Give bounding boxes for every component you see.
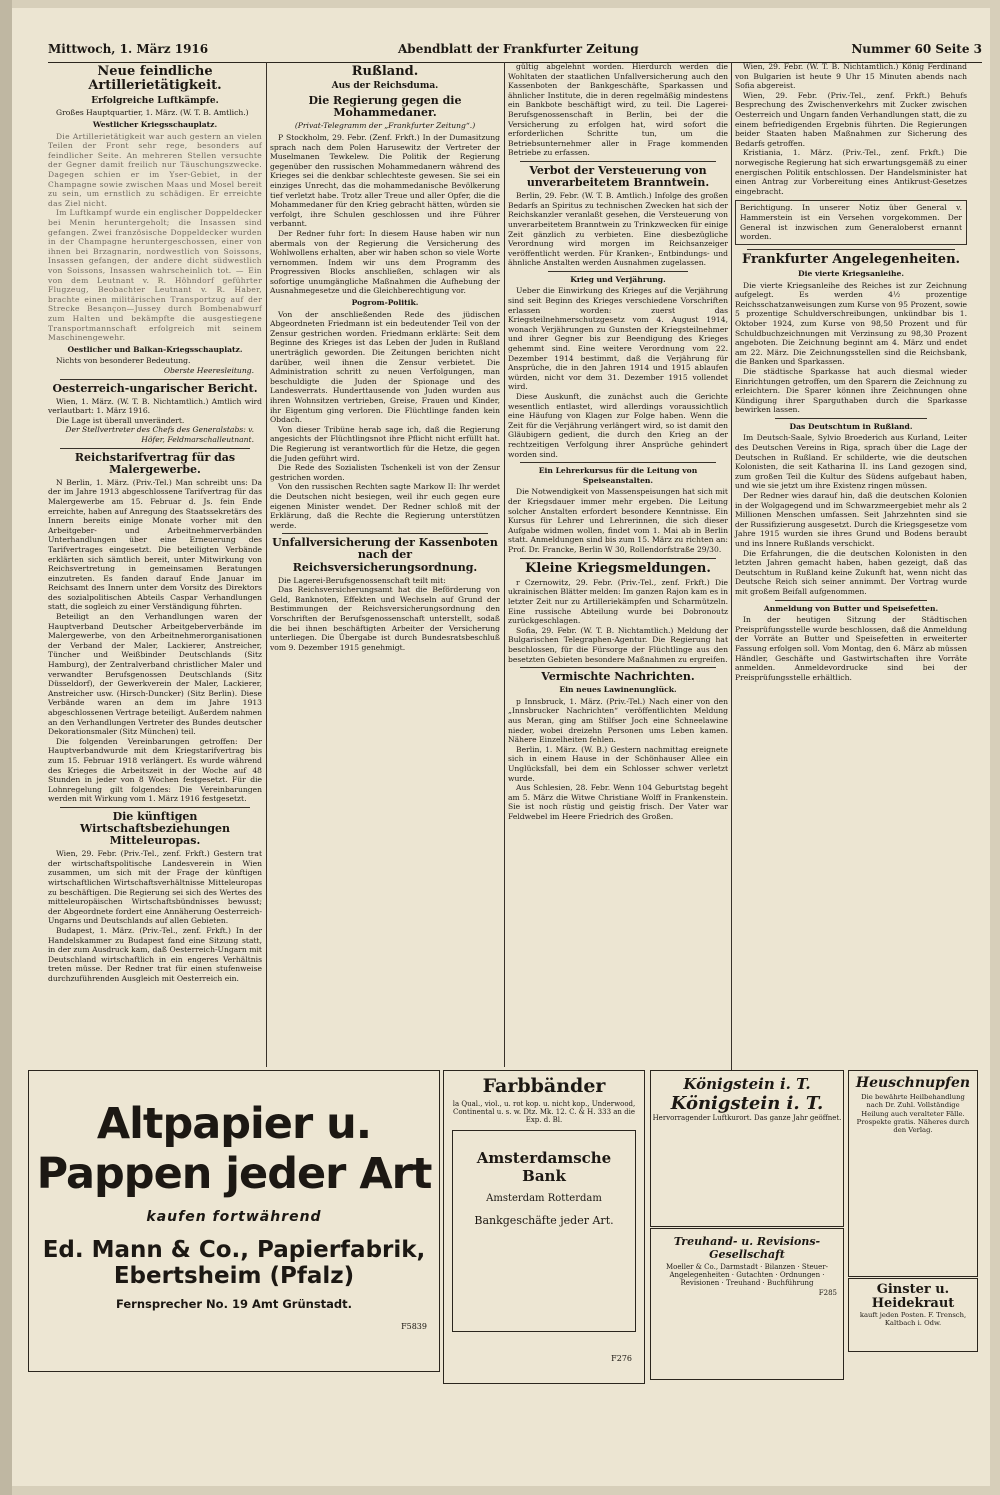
ad-bank-name: Amsterdamsche Bank xyxy=(476,1149,612,1185)
article-paragraph: Sofia, 29. Febr. (W. T. B. Nichtamtlich.) Meldung der Bulgarischen Telegraphen-Agentur. Die Regierung hat beschlossen, für die Fürsorge der Flüchtlinge aus den besetzten Gebieten besondere Maßnahmen zu ergreifen. xyxy=(508,625,728,664)
ad-phone: Fernsprecher No. 19 Amt Grünstadt. xyxy=(115,1297,353,1311)
issue-date: Mittwoch, 1. März 1916 xyxy=(48,42,209,56)
article-paragraph: P Stockholm, 29. Febr. (Zenf. Frkft.) In der Dumasitzung sprach nach dem Polen Harusewitz der Vertreter der Muselmanen Tewkelew. Die Politik der Regierung gegenüber den russischen Mohammedanern während des Krieges sei die denkbar schlechteste gewesen. Sie sei ein einziges Unrecht, das die mohammedanische Bevölkerung tief verletzt habe. Trotz aller Treue und aller Opfer, die die Mohammedaner für den Krieg gebracht hätten, würden sie verfolgt, ihre Schulen geschlossen und ihre Führer verbannt. xyxy=(270,132,500,229)
article-paragraph: Die vierte Kriegsanleihe des Reiches ist zur Zeichnung aufgelegt. Es werden 4½ prozentige Reichsschatzanweisungen zum Kurse von 95 Prozent, sowie 5 prozentige Schuldverschreibungen, unkündbar bis 1. Oktober 1924, zum Kurse von 98,50 Prozent und für Schuldbuchzeichnungen mit Verzinsung zu 98,30 Prozent angeboten. Die Zeichnung beginnt am 4. März und endet am 22. März. Die Zeichnungsstellen sind die Reichsbank, die Banken und Sparkassen. xyxy=(735,280,967,367)
ad-farbbaender-bank xyxy=(443,1070,645,1384)
ad-text: Die bewährte Heilbehandlung nach Dr. Zuhl. Vollständige Heilung auch veralteter Fälle. Prospekte gratis. Näheres durch den Verlag. xyxy=(856,1093,970,1135)
ad-subline: kaufen fortwährend xyxy=(146,1209,322,1225)
subhead-duma: Aus der Reichsduma. xyxy=(331,81,439,92)
subhead-butter: Anmeldung von Butter und Speisefetten. xyxy=(763,603,939,613)
headline-kleine-kriegsmeldungen: Kleine Kriegsmeldungen. xyxy=(525,560,711,576)
ad-headline: Königstein i. T. xyxy=(670,1093,824,1114)
article-paragraph: Die Lage ist überall unverändert. xyxy=(56,415,185,425)
article-paragraph: gültig abgelehnt worden. Hierdurch werden die Wohltaten der staatlichen Unfallversicherung auch den Kassenboten der Bankgeschäfte, Sparkassen und ähnlicher Institute, die in deren regelmäßig mindestens ein Bankbote beschäftigt wird, zu teil. Die Lagerei-Berufsgenossenschaft in Berlin, bei der die Versicherung zu erfolgen hat, wird sofort die erforderlichen Schritte tun, um die Betriebsunternehmer aller in Frage kommenden Betriebe zu erfassen. xyxy=(508,62,728,158)
paper-title: Abendblatt der Frankfurter Zeitung xyxy=(398,42,639,56)
theatre-west: Westlicher Kriegsschauplatz. xyxy=(92,120,218,130)
ad-code: F276 xyxy=(611,1354,632,1363)
ad-heuschnupfen xyxy=(848,1070,978,1277)
divider xyxy=(282,533,488,534)
column-4 xyxy=(735,62,967,1212)
ad-text: Moeller & Co., Darmstadt · Bilanzen · Steuer-Angelegenheiten · Gutachten · Ordnungen · Revisionen · Treuhand · Buchführung xyxy=(665,1263,829,1287)
article-paragraph: Wien, 29. Febr. (W. T. B. Nichtamtlich.) König Ferdinand von Bulgarien ist heute 9 Uhr 15 Minuten abends nach Sofia abgereist. xyxy=(735,62,967,91)
article-paragraph: Der Redner wies darauf hin, daß die deutschen Kolonien in der Wolgagegend und im Schwarzmeergebiet mehr als 2 Millionen Menschen umfassen. Seit Jahrzehnten sind sie der Russifizierung ausgesetzt. Durch die Kriegsgesetze vom Jahre 1915 wurden sie ihres Grund und Bodens beraubt und ins Innere Rußlands verschickt. xyxy=(735,491,968,549)
article-paragraph: Aus Schlesien, 28. Febr. Wenn 104 Geburtstag begeht am 5. März die Witwe Christiane Wolff in Frankenstein. Sie ist noch rüstig und geistig frisch. Der Vater war Feldwebel im Heere Friedrich des Großen. xyxy=(508,783,728,821)
article-paragraph: Die Erfahrungen, die die deutschen Kolonisten in den letzten Jahren gemacht haben, haben gezeigt, daß das Deutschtum in Rußland keine Zukunft hat, wenn nicht das Deutsche Reich sich seiner annimmt. Der Vortrag wurde mit großem Beifall aufgenommen. xyxy=(735,548,967,596)
article-paragraph: Wien, 29. Febr. (Priv.-Tel., zenf. Frkft.) Behufs Besprechung des Zwischenverkehrs mit Zucker zwischen Oesterreich und Ungarn fanden Verhandlungen statt, die zu einem befriedigenden Ergebnis führten. Die Regierungen beider Staaten haben Maßnahmen zur Sicherung des Bedarfs getroffen. xyxy=(735,90,967,148)
divider xyxy=(520,558,716,559)
divider xyxy=(520,667,716,668)
article-paragraph: Die Artillerietätigkeit war auch gestern an vielen Teilen der Front sehr rege, besonders auf feindlicher Seite. An mehreren Stellen versuchte der Gegner damit freilich nur Täuschungszwecke. Dagegen schien er im Yser-Gebiet, in der Champagne sowie zwischen Maas und Mosel bereit zu sein, um ernstlich zu schädigen. Er erreichte das Ziel nicht. xyxy=(48,131,262,208)
signature: Der Stellvertreter des Chefs des Generalstabs: v. Höfer, Feldmarschalleutnant. xyxy=(65,425,254,444)
column-rule xyxy=(504,62,505,1067)
headline-russia: Rußland. xyxy=(351,64,419,79)
headline-branntwein: Verbot der Versteuerung von unverarbeitetem Branntwein. xyxy=(526,163,710,190)
divider xyxy=(60,807,250,808)
article-paragraph: Nichts von besonderer Bedeutung. xyxy=(56,356,191,366)
ad-code: F5839 xyxy=(401,1322,427,1331)
headline-frankfurter: Frankfurter Angelegenheiten. xyxy=(741,251,961,267)
article-paragraph: Im Deutsch-Saale, Sylvio Broederich aus Kurland, Leiter des Deutschen Vereins in Riga, sprach über die Lage der Deutschen in Rußland. Er schilderte, wie die deutschen Kolonisten, die seit Katharina II. ins Land gezogen sind, zum großen Teil die Kultur des Südens aufgebaut haben, und wie sie jetzt um ihre Existenz ringen müssen. xyxy=(735,433,967,491)
headline-unfall: Unfallversicherung der Kassenboten nach der Reichsversicherungsordnung. xyxy=(272,536,498,574)
theatre-east: Oestlicher und Balkan-Kriegsschauplatz. xyxy=(67,344,243,354)
article-paragraph: In der heutigen Sitzung der Städtischen Preisprüfungsstelle wurde beschlossen, daß die Anmeldung der Vorräte an Butter und Speisefetten in erweiterter Fassung erfolgen soll. Vom Montag, den 6. März ab müssen Händler, Geschäfte und Gastwirtschaften ihre Vorräte anmelden. Anmeldevordrucke sind bei der Preisprüfungsstelle erhältlich. xyxy=(735,615,967,682)
ad-text: Hervorragender Luftkurort. Das ganze Jahr geöffnet. xyxy=(652,1114,842,1122)
divider xyxy=(60,379,250,380)
subhead-pogrom: Pogrom-Politik. xyxy=(351,298,419,308)
ad-headline: Treuhand- u. Revisions-Gesellschaft xyxy=(673,1235,821,1261)
article-paragraph: Die Notwendigkeit von Massenspeisungen hat sich mit der Kriegsdauer immer mehr ergeben. Die Leitung solcher Anstalten erfordert besondere Kenntnisse. Ein Kursus für Lehrer und Lehrerinnen, die sich dieser Aufgabe widmen wollen, findet vom 1. Mai ab in Berlin statt. Anmeldungen sind bis zum 15. März zu richten an: Prof. Dr. Francke, Berlin W 30, Rollendorfstraße 29/30. xyxy=(508,487,728,554)
article-paragraph: Kristiania, 1. März. (Priv.-Tel., zenf. Frkft.) Die norwegische Regierung hat sich erwartungsgemäß zu einer energischen Politik entschlossen. Der Handelsminister hat einen Antrag zur Vorbereitung eines Antikrust-Gesetzes eingebracht. xyxy=(735,148,967,196)
divider xyxy=(520,462,716,463)
divider xyxy=(775,418,927,419)
divider xyxy=(60,448,250,449)
article-paragraph: Beteiligt an den Verhandlungen waren der Hauptverband Deutscher Arbeitgeberverbände im Malergewerbe, von den Arbeitnehmerorganisationen der Verband der Maler, Lackierer, Anstreicher, Tüncher und Weißbinder Deutschlands (Sitz Hamburg), der Zentralverband christlicher Maler und verwandter Berufsgenossen Deutschlands (Sitz Düsseldorf), der Gewerkverein der Maler, Lackierer, Anstreicher usw. (Hirsch-Duncker) (Sitz Berlin). Diese Verbände waren an dem im Jahre 1913 abgeschlossenen Vertrage beteiligt. Außerdem nahmen an den Verhandlungen Vertreter des Bundes deutscher Dekorationsmaler (Sitz München) teil. xyxy=(48,612,263,737)
article-paragraph: Berlin, 1. März. (W. B.) Gestern nachmittag ereignete sich in einem Hause in der Schönhauser Allee ein Unglücksfall, bei dem ein Schlosser schwer verletzt wurde. xyxy=(508,744,728,783)
subhead-lehrerkursus: Ein Lehrerkursus für die Leitung von Speiseanstalten. xyxy=(538,466,698,485)
headline-artillery: Neue feindliche Artillerietätigkeit. xyxy=(88,64,222,94)
headline-wirtschaft: Die künftigen Wirtschaftsbeziehungen Mitteleuropas. xyxy=(79,809,231,848)
divider xyxy=(520,161,716,162)
divider xyxy=(747,249,955,250)
article-paragraph: Von den russischen Rechten sagte Markow II: Ihr werdet die Deutschen nicht besiegen, weil ihr euch gegen eure eigenen Minister wendet. Der Redner schloß mit der Erklärung, daß die Rechte die Regierung unterstützen werde. xyxy=(270,482,500,530)
article-paragraph: Der Redner fuhr fort: In diesem Hause haben wir nun abermals von der Regierung die Versicherung des Wohlwollens erhalten, aber wir haben schon so viele Worte vernommen. Indem wir uns dem Programm des Progressiven Blocks anschließen, schlagen wir als sofortige unumgängliche Maßnahmen die Aufhebung der Ausnahmegesetze und die Gleichberechtigung vor. xyxy=(270,228,500,296)
correction-note: Berichtigung. In unserer Notiz über General v. Hammerstein ist ein Versehen vorgekommen. Der General ist inzwischen zum Generaloberst ernannt worden. xyxy=(735,200,967,244)
article-paragraph: Diese Auskunft, die zunächst auch die Gerichte wesentlich entlastet, wird allerdings voraussichtlich eine Häufung von Klagen zur Folge haben. Wenn die Zeit für die Verjährung verlängert wird, so ist damit den Gläubigern gedient, die durch den Krieg an der rechtzeitigen Verfolgung ihrer Ansprüche gehindert worden sind. xyxy=(508,392,728,459)
ad-bank-cities: Amsterdam Rotterdam xyxy=(486,1193,602,1204)
masthead xyxy=(48,40,982,63)
article-paragraph: Von dieser Tribüne herab sage ich, daß die Regierung angesichts der Flüchtlingsnot ihre Pflicht nicht erfüllt hat. Die Regierung ist verantwortlich für die Hetze, die gegen die Juden geführt wird. xyxy=(270,424,500,463)
subhead-air: Erfolgreiche Luftkämpfe. xyxy=(91,95,219,106)
headline-austria: Oesterreich-ungarischer Bericht. xyxy=(52,381,258,395)
ad-headline: Altpapier u. Pappen jeder Art xyxy=(36,1099,432,1199)
column-rule xyxy=(731,62,732,1212)
article-paragraph: Die folgenden Vereinbarungen getroffen: Der Hauptverbandwurde mit dem Kriegstarifvertrag bis zum 15. Februar 1918 verlängert. Es wurde während des Krieges die Arbeitszeit in der Woche auf 48 Stunden in jeder von 8 Wochen festgesetzt. Für die Lohnregelung gilt folgendes: Die Vereinbarungen werden mit Wirkung vom 1. März 1916 festgesetzt. xyxy=(48,736,262,804)
subhead-verjaehrung: Krieg und Verjährung. xyxy=(570,274,666,284)
column-2 xyxy=(270,62,500,1067)
column-1 xyxy=(48,62,262,1067)
ad-altpapier xyxy=(28,1070,440,1372)
page-number: Nummer 60 Seite 3 xyxy=(851,42,982,56)
article-paragraph: Von der anschließenden Rede des jüdischen Abgeordneten Friedmann ist ein bedeutender Teil von der Zensur gestrichen worden. Friedmann erklärte: Seit dem Beginne des Krieges ist das Leben der Juden in Rußland unerträglich geworden. Die Zeitungen berichten nicht darüber, weil ihnen die Zensur verbietet. Die Administration schritt zu neuen Verfolgungen, man beschuldigte die Juden der Spionage und des Landesverrats. Hunderttausende von Juden wurden aus ihren Wohnsitzen vertrieben, Greise, Frauen und Kinder, ihr Eigentum ging verloren. Die Flüchtlinge fanden kein Obdach. xyxy=(270,309,500,425)
article-paragraph: N Berlin, 1. März. (Priv.-Tel.) Man schreibt uns: Da der im Jahre 1913 abgeschlossene Tarifvertrag für das Malergewerbe am 15. Februar d. Js. fein Ende erreichte, haben auf Anregung des Staatssekretärs des Innern bereits einige Monate vorher mit den Arbeitgeber- und Arbeitnehmerverbänden Unterhandlungen über eine Erneuerung des Tarifvertrages eingesetzt. Die beteiligten Verbände erklärten sich sämtlich bereit, unter Mitwirkung von Reichsvertretung in gemeinsamen Beratungen einzutreten. Es fanden darauf Ende Januar im Reichsamt des Innern unter dem Vorsitz des Direktors des sozialpolitischen Abteils Caspar Verhandlungen statt, die sogleich zu einer Verständigung führten. xyxy=(48,477,262,612)
divider xyxy=(775,600,927,601)
ad-treuhand xyxy=(650,1228,844,1380)
headline-tarif: Reichstarifvertrag für das Malergewerbe. xyxy=(74,450,236,476)
ad-headline: Heuschnupfen xyxy=(855,1075,971,1091)
signature: Oberste Heeresleitung. xyxy=(163,365,254,375)
article-paragraph: Die städtische Sparkasse hat auch diesmal wieder Einrichtungen getroffen, um den Sparern die Zeichnung zu erleichtern. Die Sparer können ihre Zeichnungen ohne Kündigung ihrer Sparguthaben durch die Sparkasse bewirken lassen. xyxy=(735,366,967,415)
article-paragraph: Im Luftkampf wurde ein englischer Doppeldecker bei Menin heruntergeholt; die Insassen sind gefangen. Zwei französische Doppeldecker wurden in der Champagne heruntergeschossen, einer von ihnen bei Brzagnarin, nordwestlich von Soissons, Insassen gefangen, der andere dicht südwestlich von Soissons, Insassen wahrscheinlich tot. — Ein von dem Leutnant v. R. Höhndorf geführter Flugzeug, Beobachter Leutnant v. R. Haber, brachte einen militärischen Transportzug auf der Strecke Besançon—Jussey durch Bombenabwurf zum Halten und bekämpfte die ausgestiegene Transportmannschaft erfolgreich mit seinem Maschinengewehr. xyxy=(48,208,262,343)
article-paragraph: Wien, 1. März. (W. T. B. Nichtamtlich.) Amtlich wird verlautbart: 1. März 1916. xyxy=(48,396,262,416)
subhead-deutschtum: Das Deutschtum in Rußland. xyxy=(789,421,913,431)
article-paragraph: Berlin, 29. Febr. (W. T. B. Amtlich.) Infolge des großen Bedarfs an Spiritus zu technischen Zwecken hat sich der Reichskanzler veranlaßt gesehen, die Versteuerung von unverarbeitetem Branntwein zu Trinkzwecken für einige Zeit gänzlich zu verbieten. Eine diesbezügliche Verordnung wird morgen im Reichsanzeiger veröffentlicht werden. Für Kranken-, Entbindungs- und ähnliche Anstalten werden Ausnahmen zugelassen. xyxy=(508,191,728,268)
dateline: Großes Hauptquartier, 1. März. (W. T. B. Amtlich.) xyxy=(56,108,249,118)
article-paragraph: Die Lagerei-Berufsgenossenschaft teilt mit: xyxy=(278,575,446,585)
column-3 xyxy=(508,62,728,1067)
article-paragraph: Die Rede des Sozialisten Tschenkeli ist von der Zensur gestrichen worden. xyxy=(270,463,500,482)
ad-headline: Farbbänder xyxy=(482,1075,606,1097)
ad-headline: Ginster u. Heidekraut xyxy=(871,1282,955,1311)
dateline: (Privat-Telegramm der „Frankfurter Zeitung“.) xyxy=(294,121,476,131)
article-paragraph: Ueber die Einwirkung des Krieges auf die Verjährung sind seit Beginn des Krieges verschiedene Vorschriften erlassen worden: zuerst das Kriegsteilnehmerschutzgesetz vom 4. August 1914, wonach Verjährungen zu Gunsten der Kriegsteilnehmer und ihrer Gegner bis zur Beendigung des Krieges gehemmt sind. Eine weitere Verordnung vom 22. Dezember 1914 bestimmt, daß die Verjährung für Ansprüche, die in den Jahren 1914 und 1915 ablaufen würden, nicht vor dem 31. Dezember 1915 vollendet wird. xyxy=(508,286,728,392)
divider xyxy=(548,271,688,272)
ad-code: F285 xyxy=(818,1289,837,1297)
article-paragraph: r Czernowitz, 29. Febr. (Priv.-Tel., zenf. Frkft.) Die ukrainischen Blätter melden: Im ganzen Rajon kam es in letzter Zeit nur zu Artilleriekämpfen und Scharmützeln. Eine russische Abteilung wurde bei Dobronoutz zurückgeschlagen. xyxy=(508,577,728,626)
ad-company: Ed. Mann & Co., Papierfabrik, Ebertsheim (Pfalz) xyxy=(42,1237,426,1289)
article-paragraph: p Innsbruck, 1. März. (Priv.-Tel.) Nach einer von den „Innsbrucker Nachrichten“ veröffentlichten Meldung aus Meran, ging am Stilfser Joch eine Schneelawine nieder, wobei dreizehn Personen ums Leben kamen. Nähere Einzelheiten fehlen. xyxy=(508,696,728,745)
ad-ginster xyxy=(848,1278,978,1352)
column-rule xyxy=(266,62,267,1067)
ad-headline: Königstein i. T. xyxy=(683,1075,811,1093)
ad-koenigstein xyxy=(650,1070,844,1227)
subhead-kriegsanleihe: Die vierte Kriegsanleihe. xyxy=(798,268,904,278)
ad-text: kauft jeden Posten. F. Trensch, Kaltbach i. Odw. xyxy=(859,1311,967,1327)
article-paragraph: Wien, 29. Febr. (Priv.-Tel., zenf. Frkft.) Gestern trat der wirtschaftspolitische Landesverein in Wien zusammen, um sich mit der Frage der künftigen wirtschaftlichen Wirtschaftsverhältnisse Mitteleuropas zu beschäftigen. Die Regierung sei sich des Wertes des mitteleuropäischen Wirtschaftsbündnisses bewusst; der Abgeordnete fordert eine Annäherung Oesterreich-Ungarns und Deutschlands auf allen Gebieten. xyxy=(48,849,262,926)
ad-bank-box xyxy=(452,1130,636,1332)
ad-text: la Qual., viol., u. rot kop. u. nicht kop., Underwood, Continental u. s. w. Dtz. Mk. 12. C. & H. 333 an die Exp. d. Bl. xyxy=(452,1100,636,1124)
article-paragraph: Budapest, 1. März. (Priv.-Tel., zenf. Frkft.) In der Handelskammer zu Budapest fand eine Sitzung statt, in der zum Ausdruck kam, daß Oesterreich-Ungarn mit Deutschland wirtschaftlich in ein engeres Verhältnis treten müsse. Der Redner trat für einen stufenweise durchzuführenden Ausgleich mit Oesterreich ein. xyxy=(48,925,262,983)
ad-bank-services: Bankgeschäfte jeder Art. xyxy=(474,1214,614,1227)
subhead-lawine: Ein neues Lawinenunglück. xyxy=(559,685,677,695)
headline-vermischte: Vermischte Nachrichten. xyxy=(541,670,695,684)
binding-edge xyxy=(0,0,12,1495)
headline-mohammedans: Die Regierung gegen die Mohammedaner. xyxy=(308,94,462,120)
article-paragraph: Das Reichsversicherungsamt hat die Beförderung von Geld, Banknoten, Effekten und Wechseln auf Grund der Bestimmungen der Reichsversicherungsordnung den Vorschriften der Berufsgenossenschaft unterstellt, sodaß die bei ihnen beschäftigten Arbeiter der Versicherung unterliegen. Die Übergabe ist durch Bundesratsbeschluß vom 9. Dezember 1915 genehmigt. xyxy=(270,585,500,652)
